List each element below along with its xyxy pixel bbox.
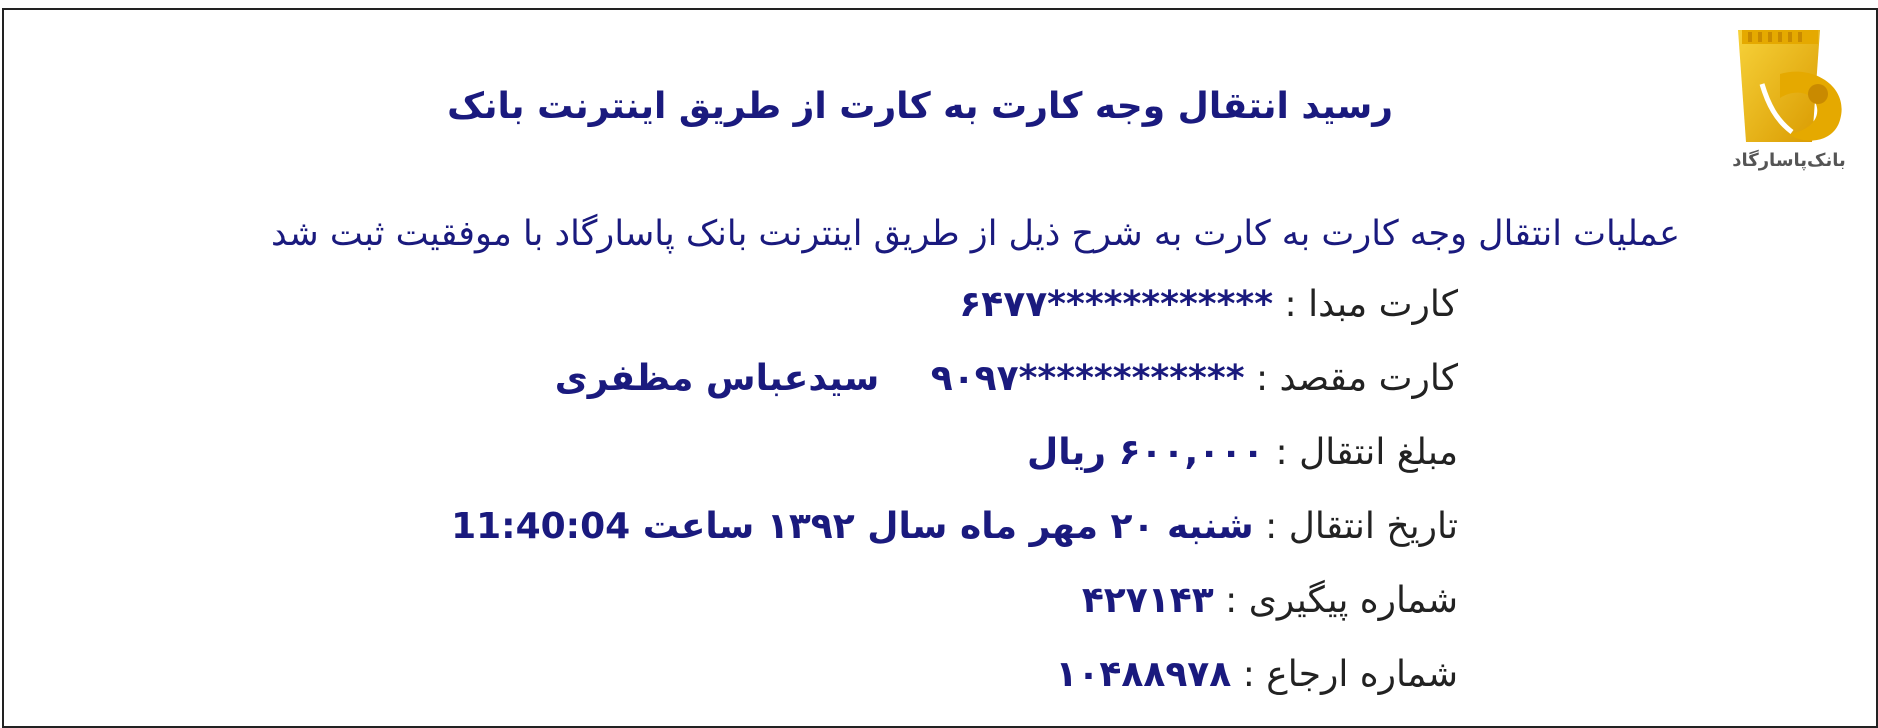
amount-row <box>1027 428 1458 478</box>
destination-card-row <box>555 354 1458 404</box>
bank-logo-text: بانک‌پاسارگاد <box>1732 150 1846 171</box>
pasargad-emblem-icon <box>1722 24 1856 148</box>
recipient-name: سیدعباس مظفری <box>554 358 880 399</box>
reference-number-row <box>1055 650 1458 700</box>
field-label: تاریخ انتقال : <box>1265 506 1458 547</box>
field-label: کارت مبدا : <box>1284 284 1458 325</box>
field-label: مبلغ انتقال : <box>1275 432 1458 473</box>
field-value: ۴۲۷۱۴۳ <box>1081 580 1214 621</box>
field-value: ************۹۰۹۷ <box>930 358 1245 399</box>
source-card-row <box>959 280 1458 330</box>
field-value: ۱۰۴۸۸۹۷۸ <box>1055 654 1232 695</box>
date-row <box>451 502 1458 552</box>
field-value: ************۶۴۷۷ <box>959 284 1274 325</box>
tracking-number-row <box>1082 576 1458 626</box>
field-label: شماره ارجاع : <box>1242 654 1458 695</box>
intro-text: عملیات انتقال وجه کارت به کارت به شرح ذیل از طریق اینترنت بانک پاسارگاد با موفقیت ثبت شد <box>271 214 1680 254</box>
bank-logo <box>1722 24 1856 184</box>
field-value: ۶۰۰,۰۰۰ ریال <box>1027 432 1265 473</box>
field-label: شماره پیگیری : <box>1225 580 1458 621</box>
field-label: کارت مقصد : <box>1255 358 1458 399</box>
field-value: شنبه ۲۰ مهر ماه سال ۱۳۹۲ ساعت 11:40:04 <box>451 506 1254 547</box>
receipt-title: رسید انتقال وجه کارت به کارت از طریق اینترنت بانک <box>447 86 1393 127</box>
